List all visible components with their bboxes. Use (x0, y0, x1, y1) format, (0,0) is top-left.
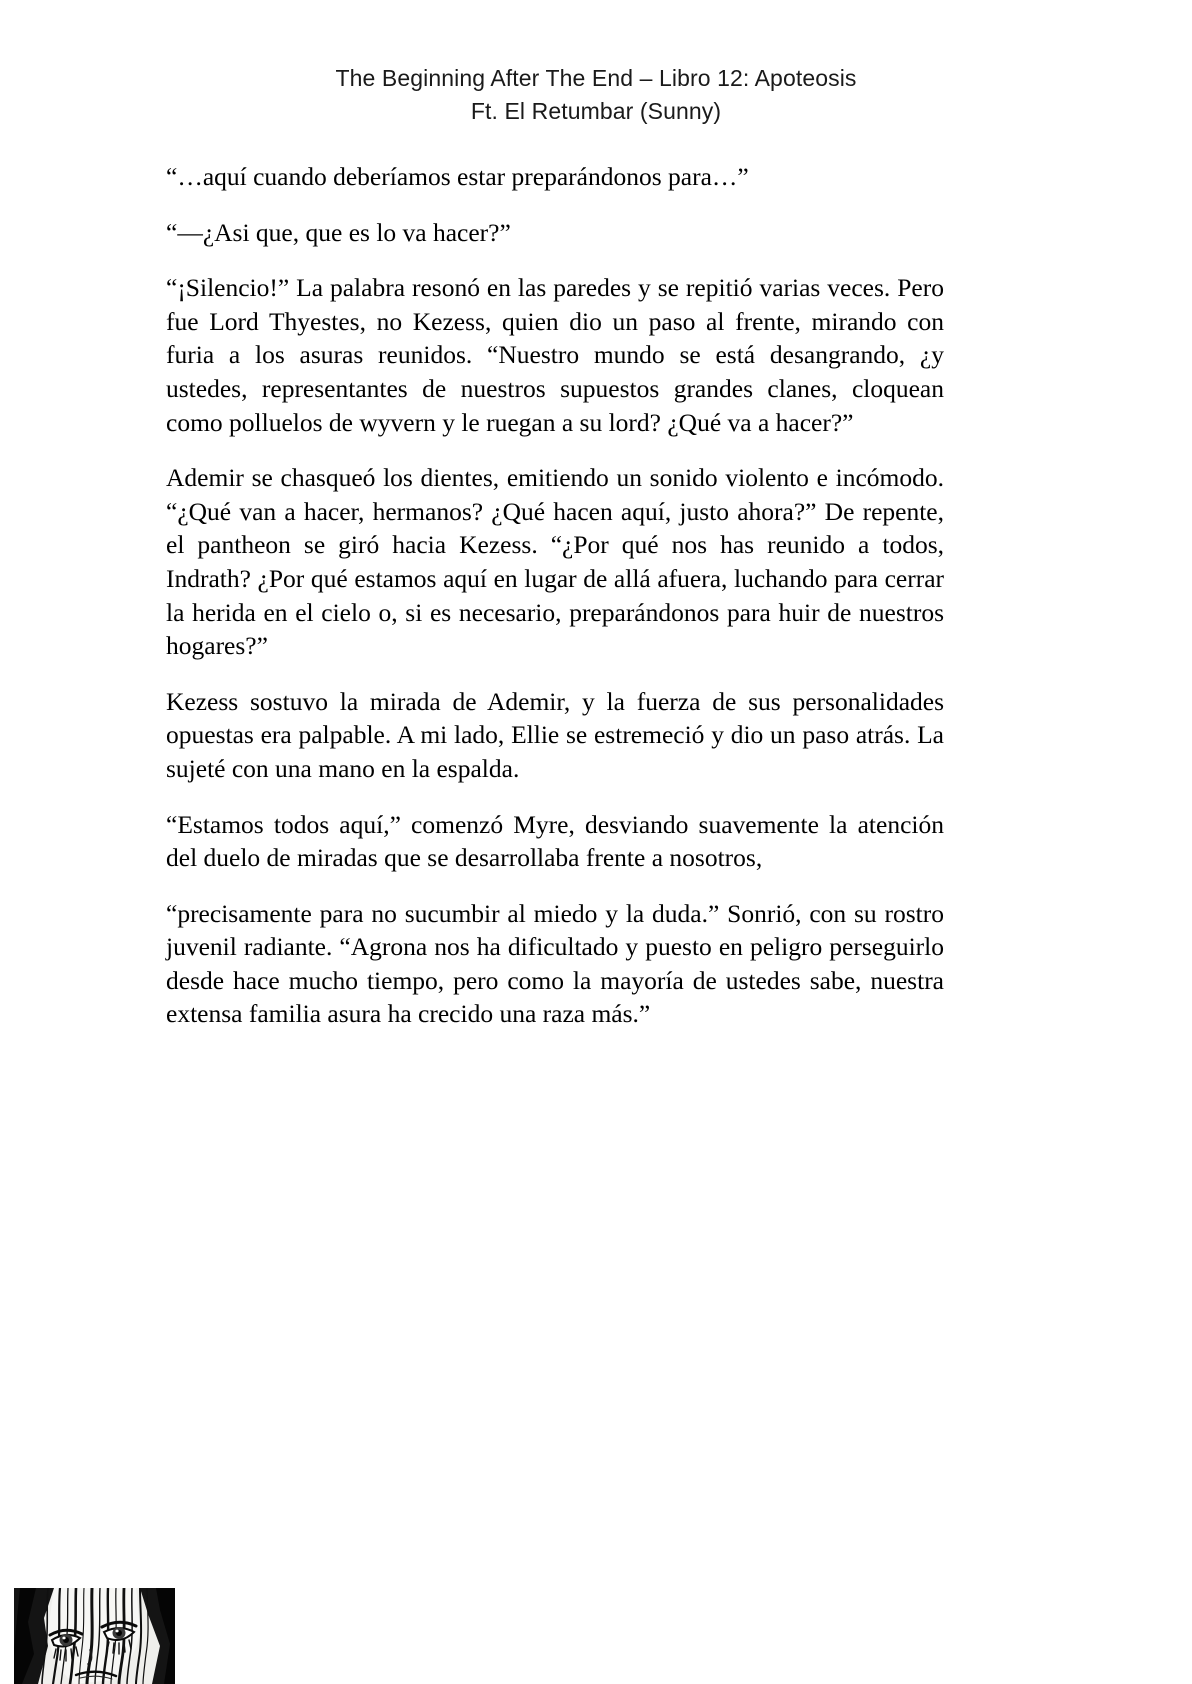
paragraph-1: “…aquí cuando deberíamos estar preparándonos para…” (166, 162, 749, 191)
paragraph-6-part-2: “precisamente para no sucumbir al miedo y la duda.” Sonrió, con su rostro juvenil radiante. “Agrona nos ha dificultado y puesto en peligro perseguirlo desde hace mucho tiempo, pero como la mayoría de ustedes sabe, nuestra extensa familia asura ha crecido una raza más.” (166, 898, 944, 1029)
paragraph-3: “¡Silencio!” La palabra resonó en las paredes y se repitió varias veces. Pero fue Lord Thyestes, no Kezess, quien dio un paso al frente, mirando con furia a los asuras reunidos. “Nuestro mundo se está desangrando, ¿y ustedes, representantes de nuestros supuestos grandes clanes, cloquean como polluelos de wyvern y le ruegan a su lord? ¿Qué va a hacer?” (166, 273, 944, 437)
paragraph-2: “—¿Asi que, que es lo va hacer?” (166, 217, 511, 247)
manga-face-illustration (14, 1588, 175, 1684)
paragraph-6-part-1: “Estamos todos aquí,” comenzó Myre, desviando suavemente la atención del duelo de miradas que se desarrollaba frente a nosotros, (166, 809, 944, 873)
header-title-line: The Beginning After The End – Libro 12: Apoteosis (335, 65, 857, 91)
page-header (0, 62, 1192, 128)
body-text-column (166, 160, 944, 1031)
header-subtitle-line: Ft. El Retumbar (Sunny) (470, 98, 722, 124)
paragraph-5: Kezess sostuvo la mirada de Ademir, y la fuerza de sus personalidades opuestas era palpable. A mi lado, Ellie se estremeció y dio un paso atrás. La sujeté con una mano en la espalda. (166, 686, 944, 783)
paragraph-4: Ademir se chasqueó los dientes, emitiendo un sonido violento e incómodo. “¿Qué van a hacer, hermanos? ¿Qué hacen aquí, justo ahora?” De repente, el pantheon se giró hacia Kezess. “¿Por qué nos has reunido a todos, Indrath? ¿Por qué estamos aquí en lugar de allá afuera, luchando para cerrar la herida en el cielo o, si es necesario, preparándonos para huir de nuestros hogares?” (166, 463, 944, 661)
manga-face-illustration-graphic (14, 1588, 175, 1684)
